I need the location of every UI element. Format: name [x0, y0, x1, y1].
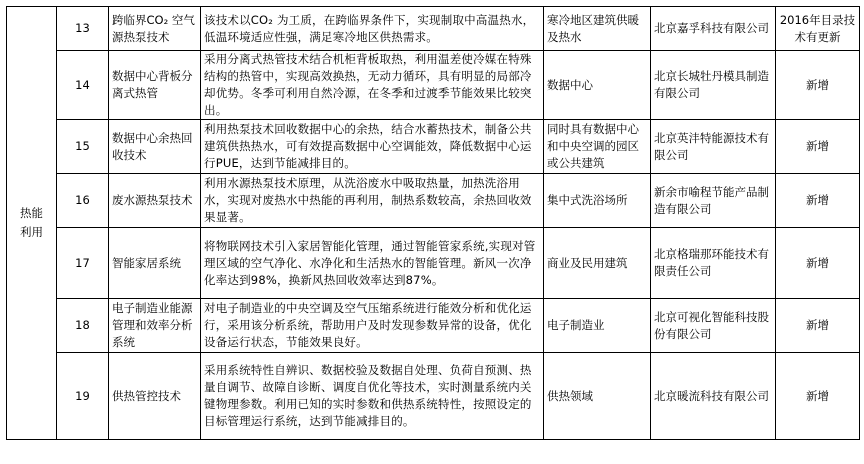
supplier-unit: 北京英沣特能源技术有限公司	[651, 120, 776, 174]
tech-description: 该技术以CO₂ 为工质，在跨临界条件下，实现制取中高温热水，低温环境适应性强，满足寒冷地区供热需求。	[201, 7, 544, 51]
table-row	[7, 353, 860, 440]
category-label: 热能利用	[19, 206, 43, 239]
table-row	[7, 228, 860, 299]
remark: 新增	[776, 174, 860, 228]
tech-name: 电子制造业能源管理和效率分析系统	[109, 299, 201, 353]
supplier-unit: 新余市喻程节能产品制造有限公司	[651, 174, 776, 228]
tech-description: 利用热泵技术回收数据中心的余热，结合水蓄热技术，制备公共建筑供热热水，可有效提高数据中心空调能效，降低数据中心运行PUE，达到节能减排目的。	[201, 120, 544, 174]
tech-description: 采用分离式热管技术结合机柜背板取热，利用温差使冷媒在特殊结构的热管中，实现高效换热，无动力循环，具有明显的局部冷却优势。冬季可利用自然冷源，在冬季和过渡季节能效果比较突出。	[201, 51, 544, 120]
tech-name: 废水源热泵技术	[109, 174, 201, 228]
application-scope: 商业及民用建筑	[544, 228, 651, 299]
application-scope: 数据中心	[544, 51, 651, 120]
row-number: 17	[57, 228, 109, 299]
row-number: 16	[57, 174, 109, 228]
remark: 新增	[776, 51, 860, 120]
application-scope: 电子制造业	[544, 299, 651, 353]
table-row	[7, 7, 860, 51]
application-scope: 供热领域	[544, 353, 651, 440]
supplier-unit: 北京暖流科技有限公司	[651, 353, 776, 440]
tech-name: 智能家居系统	[109, 228, 201, 299]
tech-description: 将物联网技术引入家居智能化管理，通过智能管家系统,实现对管理区域的空气净化、水净化和生活热水的智能管理。新风一次净化率达到98%，换新风热回收效率达到87%。	[201, 228, 544, 299]
row-number: 18	[57, 299, 109, 353]
remark: 2016年目录技术有更新	[776, 7, 860, 51]
application-scope: 寒冷地区建筑供暖及热水	[544, 7, 651, 51]
tech-description: 对电子制造业的中央空调及空气压缩系统进行能效分析和优化运行，采用该分析系统，帮助用户及时发现参数异常的设备，优化设备运行状态，节能效果良好。	[201, 299, 544, 353]
application-scope: 同时具有数据中心和中央空调的园区或公共建筑	[544, 120, 651, 174]
tech-name: 数据中心余热回收技术	[109, 120, 201, 174]
table-row	[7, 120, 860, 174]
row-number: 14	[57, 51, 109, 120]
remark: 新增	[776, 299, 860, 353]
table-row	[7, 174, 860, 228]
row-number: 19	[57, 353, 109, 440]
table-row	[7, 51, 860, 120]
tech-name: 数据中心背板分离式热管	[109, 51, 201, 120]
technology-table	[6, 6, 860, 440]
supplier-unit: 北京长城牡丹模具制造有限公司	[651, 51, 776, 120]
supplier-unit: 北京格瑞那环能技术有限责任公司	[651, 228, 776, 299]
row-number: 13	[57, 7, 109, 51]
supplier-unit: 北京嘉孚科技有限公司	[651, 7, 776, 51]
row-number: 15	[57, 120, 109, 174]
table-row	[7, 299, 860, 353]
tech-description: 采用系统特性自辨识、数据校验及数据自处理、负荷自预测、热量自调节、故障自诊断、调度自优化等技术，实时测量系统内关键物理参数。利用已知的实时参数和供热系统特性，按照设定的目标管理运行系统，达到节能减排目的。	[201, 353, 544, 440]
category-cell	[7, 7, 57, 440]
tech-name: 供热管控技术	[109, 353, 201, 440]
tech-name: 跨临界CO₂ 空气源热泵技术	[109, 7, 201, 51]
remark: 新增	[776, 353, 860, 440]
remark: 新增	[776, 120, 860, 174]
remark: 新增	[776, 228, 860, 299]
supplier-unit: 北京可视化智能科技股份有限公司	[651, 299, 776, 353]
application-scope: 集中式洗浴场所	[544, 174, 651, 228]
tech-description: 利用水源热泵技术原理，从洗浴废水中吸取热量，加热洗浴用水，实现对废热水中热能的再利用，制热系数较高，余热回收效果显著。	[201, 174, 544, 228]
